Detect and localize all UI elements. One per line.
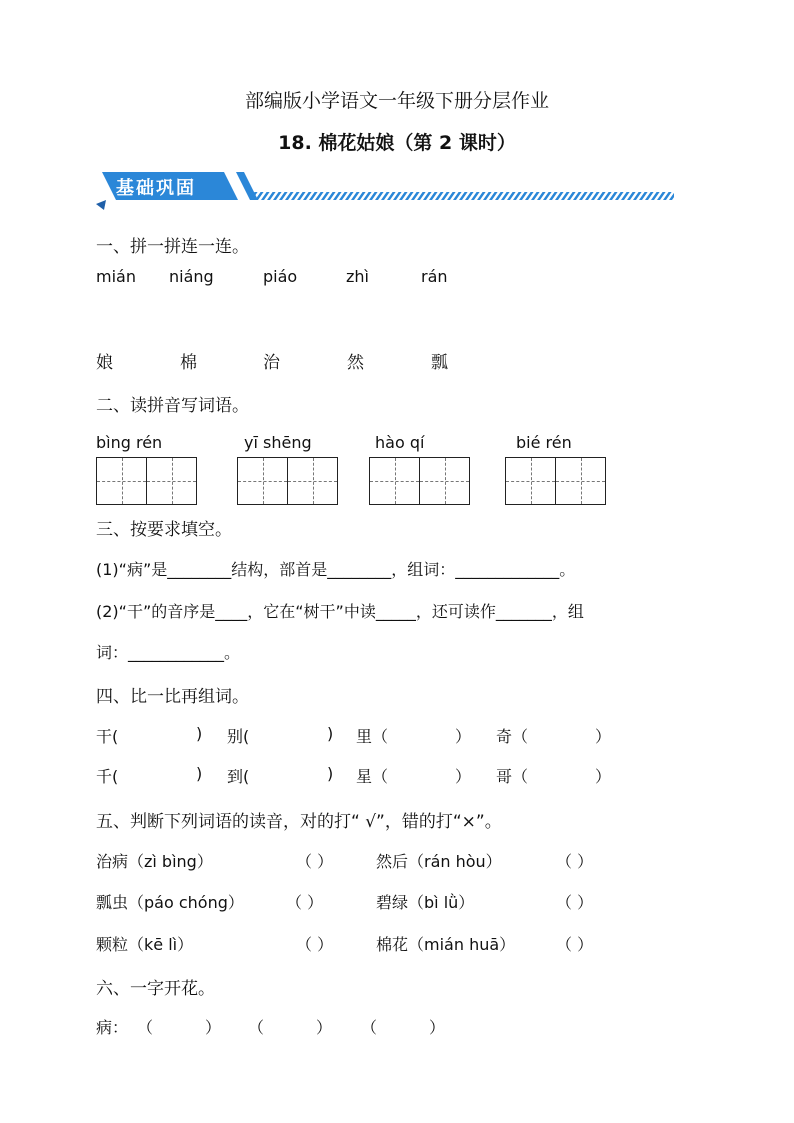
q4-r2-close-4: ） bbox=[595, 767, 612, 786]
q3-heading: 三、按要求填空。 bbox=[96, 520, 232, 540]
q4-r2-open-4: 哥（ bbox=[496, 767, 529, 786]
q4-r2-open-1: 千( bbox=[96, 767, 119, 786]
q5-blank-1[interactable]: （ ） bbox=[296, 852, 334, 871]
q4-r2-close-3: ） bbox=[455, 767, 472, 786]
q5-word-3: 瓢虫（páo chóng） bbox=[96, 893, 244, 912]
q1-heading: 一、拼一拼连一连。 bbox=[96, 237, 249, 257]
q1-pinyin-4: zhì bbox=[346, 267, 369, 286]
q6-heading: 六、一字开花。 bbox=[96, 979, 215, 999]
q6-close-2: ） bbox=[316, 1018, 333, 1037]
q4-r1-open-1: 干( bbox=[96, 727, 119, 746]
q4-r1-open-4: 奇（ bbox=[496, 727, 529, 746]
q5-heading: 五、判断下列词语的读音，对的打“ √”，错的打“×”。 bbox=[96, 812, 502, 832]
q5-blank-2[interactable]: （ ） bbox=[556, 852, 594, 871]
q3-line-2: (2)“干”的音序是____，它在“树干”中读_____，还可读作_______，组 bbox=[96, 602, 584, 621]
q2-writing-grid-1[interactable] bbox=[96, 457, 197, 505]
q3-line-3: 词：____________。 bbox=[96, 643, 241, 662]
q6-label: 病： bbox=[96, 1018, 129, 1037]
q5-word-5: 颗粒（kē lì） bbox=[96, 935, 194, 954]
q6-open-3: （ bbox=[361, 1018, 378, 1037]
q1-pinyin-3: piáo bbox=[263, 267, 298, 286]
q2-pinyin-4: bié rén bbox=[516, 433, 572, 452]
q4-r2-close-2: ) bbox=[327, 764, 334, 783]
q1-pinyin-5: rán bbox=[421, 267, 448, 286]
q5-blank-5[interactable]: （ ） bbox=[296, 935, 334, 954]
page-title: 部编版小学语文一年级下册分层作业 bbox=[244, 90, 549, 112]
q4-heading: 四、比一比再组词。 bbox=[96, 687, 249, 707]
q4-r1-close-3: ） bbox=[455, 727, 472, 746]
banner-label: 基础巩固 bbox=[116, 178, 196, 199]
q2-pinyin-2: yī shēng bbox=[244, 433, 312, 452]
q5-word-4: 碧绿（bì lǜ） bbox=[376, 893, 475, 912]
q5-word-6: 棉花（mián huā） bbox=[376, 935, 516, 954]
q6-close-3: ） bbox=[429, 1018, 446, 1037]
q1-char-3: 治 bbox=[263, 353, 280, 373]
q4-r2-close-1: ) bbox=[196, 764, 203, 783]
q2-writing-grid-4[interactable] bbox=[505, 457, 606, 505]
q6-open-2: （ bbox=[248, 1018, 265, 1037]
q4-r1-close-2: ) bbox=[327, 724, 334, 743]
q3-line-1: (1)“病”是________结构，部首是________，组词：_____________。 bbox=[96, 560, 576, 579]
q5-blank-3[interactable]: （ ） bbox=[286, 893, 324, 912]
q1-char-2: 棉 bbox=[180, 353, 197, 373]
q6-close-1: ） bbox=[205, 1018, 222, 1037]
q4-r2-open-3: 星（ bbox=[356, 767, 389, 786]
q4-r2-open-2: 到( bbox=[227, 767, 250, 786]
q4-r1-open-2: 别( bbox=[227, 727, 250, 746]
q2-writing-grid-3[interactable] bbox=[369, 457, 470, 505]
q5-blank-6[interactable]: （ ） bbox=[556, 935, 594, 954]
q1-pinyin-1: mián bbox=[96, 267, 136, 286]
q5-blank-4[interactable]: （ ） bbox=[556, 893, 594, 912]
q5-word-1: 治病（zì bìng） bbox=[96, 852, 213, 871]
q1-char-1: 娘 bbox=[96, 353, 113, 373]
q2-pinyin-1: bìng rén bbox=[96, 433, 163, 452]
q1-char-5: 瓢 bbox=[431, 353, 448, 373]
lesson-subtitle: 18. 棉花姑娘（第 2 课时） bbox=[278, 132, 516, 154]
section-banner bbox=[96, 170, 676, 212]
q6-open-1: （ bbox=[137, 1018, 154, 1037]
q4-r1-open-3: 里（ bbox=[356, 727, 389, 746]
q2-writing-grid-2[interactable] bbox=[237, 457, 338, 505]
q2-pinyin-3: hào qí bbox=[375, 433, 425, 452]
q2-heading: 二、读拼音写词语。 bbox=[96, 396, 249, 416]
q1-pinyin-2: niáng bbox=[169, 267, 214, 286]
q4-r1-close-1: ) bbox=[196, 724, 203, 743]
q4-r1-close-4: ） bbox=[595, 727, 612, 746]
q1-char-4: 然 bbox=[347, 353, 364, 373]
q5-word-2: 然后（rán hòu） bbox=[376, 852, 502, 871]
